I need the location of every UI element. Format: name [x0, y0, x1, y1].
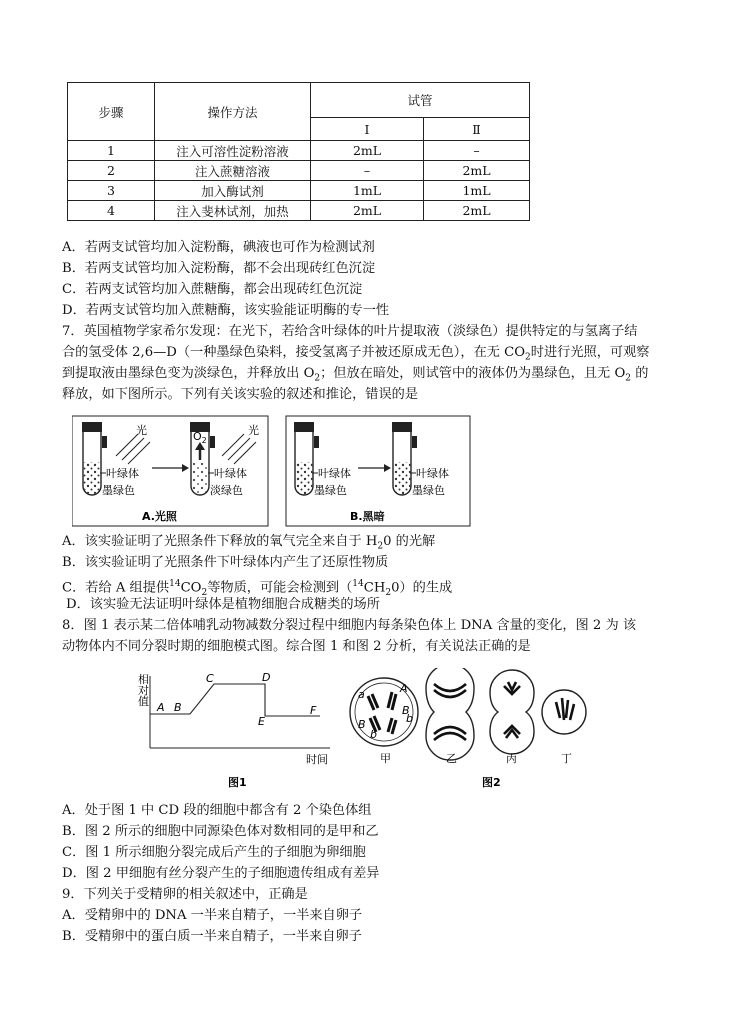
y-label-char: 值	[138, 695, 149, 708]
q7-option-b: B．该实验证明了光照条件下叶绿体内产生了还原性物质	[62, 555, 389, 570]
light-green-label: 淡绿色	[210, 484, 243, 497]
q7-option-c: C．若给 A 组提供$^{14}CO_2$等物质，可能会检测到$(^{14}CH_20)$的生成	[62, 579, 453, 599]
cell-label-jia: 甲	[380, 752, 391, 765]
gene-label: A	[400, 682, 408, 695]
point-d-label: D	[262, 671, 271, 684]
cell-step: 2	[68, 161, 155, 181]
cell-label-ding: 丁	[561, 752, 572, 765]
gene-label: b	[370, 728, 377, 741]
q9-stem: 9．下列关于受精卵的相关叙述中，正确是	[62, 887, 308, 902]
cell-yi	[426, 668, 474, 765]
light-arrows-icon	[222, 434, 256, 464]
q7-stem-line1: 7．英国植物学家希尔发现：在光下，若给含叶绿体的叶片提取液（淡绿色）提供特定的与氢离子结	[62, 324, 638, 339]
figure2-caption: 图2	[482, 776, 501, 789]
point-a-label: A	[157, 701, 165, 714]
cell-tube1: –	[311, 161, 424, 181]
q7-option-a: A．该实验证明了光照条件下释放的氧气完全来自于 $H_20$ 的光解	[62, 534, 436, 552]
cell-method: 注入斐林试剂，加热	[155, 201, 311, 221]
chloroplast-label: 叶绿体	[214, 467, 247, 480]
gene-label: a	[358, 688, 365, 701]
table-row	[68, 161, 530, 181]
q6-option-b: B．若两支试管均加入淀粉酶，都不会出现砖红色沉淀	[62, 261, 376, 276]
q8-stem-line1: 8．图 1 表示某二倍体哺乳动物减数分裂过程中细胞内每条染色体上 DNA 含量的变化，图 2 为 该	[62, 618, 637, 633]
cell-tube2: 1mL	[424, 181, 530, 201]
table-row	[68, 181, 530, 201]
gene-label: b	[406, 712, 413, 725]
light-label: 光	[136, 424, 147, 437]
dark-green-label: 墨绿色	[314, 484, 347, 497]
x-label: 时间	[306, 753, 328, 766]
figure1-caption: 图1	[228, 776, 247, 789]
table-row	[68, 141, 530, 161]
header-tube-2: Ⅱ	[424, 118, 530, 141]
point-f-label: F	[310, 704, 317, 717]
q6-option-d: D．若两支试管均加入蔗糖酶，该实验能证明酶的专一性	[62, 303, 390, 318]
arrow-right-icon	[358, 464, 391, 472]
gene-label: B	[402, 704, 410, 717]
header-tube-1: Ⅰ	[311, 118, 424, 141]
cell-method: 注入可溶性淀粉溶液	[155, 141, 311, 161]
q8-option-c: C．图 1 所示细胞分裂完成后产生的子细胞为卵细胞	[62, 845, 366, 860]
cell-step: 1	[68, 141, 155, 161]
q7-test-tube-figure	[72, 414, 472, 532]
cell-ding	[542, 690, 586, 765]
point-c-label: C	[206, 672, 214, 685]
chloroplast-label: 叶绿体	[106, 467, 139, 480]
cell-jia	[350, 678, 418, 765]
cell-tube1: 2mL	[311, 201, 424, 221]
table-row	[68, 201, 530, 221]
cell-method: 加入酶试剂	[155, 181, 311, 201]
cell-bing	[490, 670, 534, 765]
q6-option-c: C．若两支试管均加入蔗糖酶，都会出现砖红色沉淀	[62, 282, 363, 297]
o2-label: $O_2$	[193, 430, 207, 445]
light-label: 光	[248, 424, 259, 437]
point-e-label: E	[258, 715, 265, 728]
q8-option-a: A．处于图 1 中 CD 段的细胞中都含有 2 个染色体组	[62, 803, 372, 818]
cell-tube2: 2mL	[424, 201, 530, 221]
header-tubes: 试管	[311, 83, 530, 118]
point-b-label: B	[174, 701, 182, 714]
cell-tube1: 2mL	[311, 141, 424, 161]
arrow-right-icon	[152, 464, 189, 472]
q8-stem-line2: 动物体内不同分裂时期的细胞模式图。综合图 1 和图 2 分析，有关说法正确的是	[62, 639, 531, 654]
experiment-table	[67, 82, 530, 221]
cell-method: 注入蔗糖溶液	[155, 161, 311, 181]
header-method: 操作方法	[155, 83, 311, 141]
q8-option-b: B．图 2 所示的细胞中同源染色体对数相同的是甲和乙	[62, 824, 379, 839]
q7-option-d: D．该实验无法证明叶绿体是植物细胞合成糖类的场所	[66, 597, 380, 612]
cell-step: 3	[68, 181, 155, 201]
y-label-char: 相	[138, 673, 149, 686]
header-step: 步骤	[68, 83, 155, 141]
cell-tube2: –	[424, 141, 530, 161]
q7-stem-line3: 到提取液由墨绿色变为淡绿色，并释放出 $O_2$；但放在暗处，则试管中的液体仍为墨绿色，且无 $O_2$ 的	[62, 366, 649, 384]
group-a-label: A.光照	[142, 510, 177, 523]
gene-label: B	[358, 718, 366, 731]
cell-label-yi: 乙	[446, 752, 457, 765]
dark-green-label: 墨绿色	[102, 484, 135, 497]
figure2-cell-diagrams	[348, 668, 588, 792]
q7-stem-line4: 释放，如下图所示。下列有关该实验的叙述和推论，错误的是	[62, 387, 419, 402]
q9-option-b: B．受精卵中的蛋白质一半来自精子，一半来自卵子	[62, 929, 362, 944]
dark-green-label: 墨绿色	[412, 484, 445, 497]
cell-label-bing: 丙	[506, 752, 517, 765]
cell-tube1: 1mL	[311, 181, 424, 201]
q6-option-a: A．若两支试管均加入淀粉酶，碘液也可作为检测试剂	[62, 240, 375, 255]
chloroplast-label: 叶绿体	[416, 467, 449, 480]
group-b-label: B.黑暗	[350, 510, 385, 523]
chloroplast-label: 叶绿体	[318, 467, 351, 480]
q7-stem-line2: 合的氢受体 2,6—D（一种墨绿色染料，接受氢离子并被还原成无色），在无 $CO_2$时进行光照，可观察	[62, 345, 650, 363]
cell-step: 4	[68, 201, 155, 221]
light-arrows-icon	[116, 434, 150, 464]
q8-option-d: D．图 2 甲细胞有丝分裂产生的子细胞遗传组成有差异	[62, 866, 380, 881]
q9-option-a: A．受精卵中的 DNA 一半来自精子，一半来自卵子	[62, 908, 363, 923]
cell-tube2: 2mL	[424, 161, 530, 181]
figure1-dna-graph	[130, 668, 340, 793]
y-label-char: 对	[138, 684, 149, 697]
